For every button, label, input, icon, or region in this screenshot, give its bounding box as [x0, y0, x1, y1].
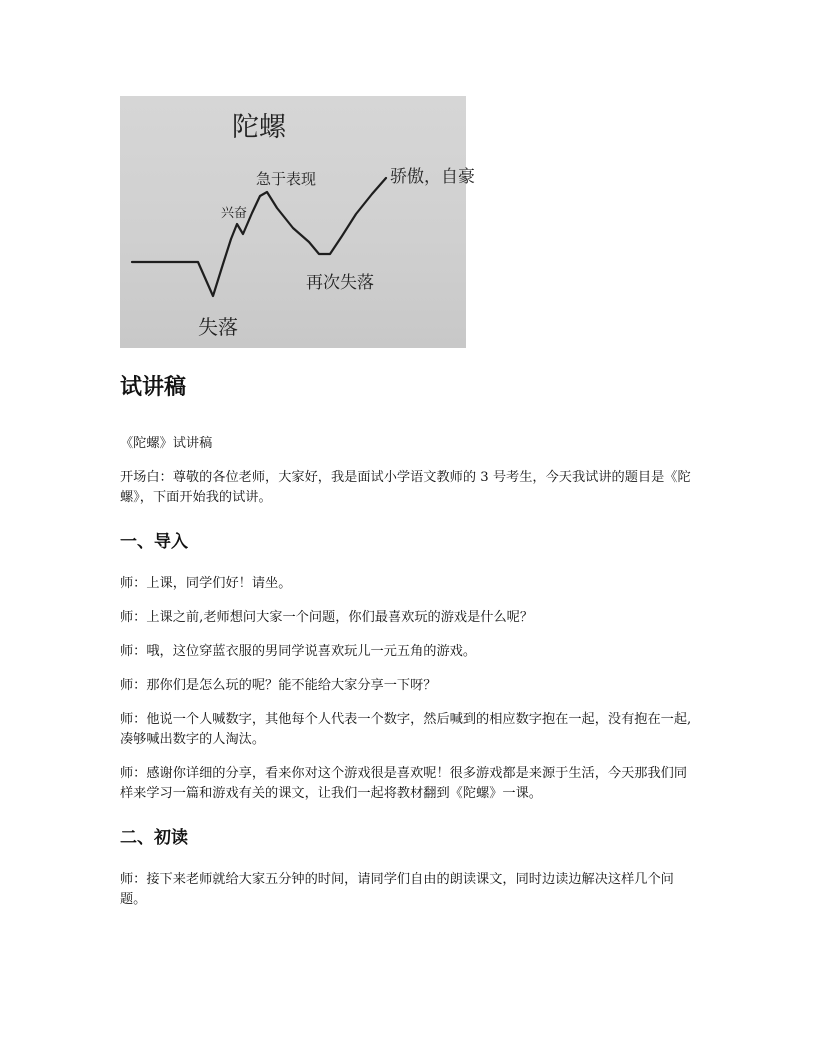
- paragraph: 师：他说一个人喊数字，其他每个人代表一个数字，然后喊到的相应数字抱在一起，没有抱在一起,凑够喊出数字的人淘汰。: [120, 712, 692, 747]
- document-body: [120, 372, 700, 924]
- label-eager: 兴奋: [221, 206, 248, 221]
- label-lost-again: 再次失落: [306, 273, 374, 293]
- paragraph: 师：感谢你详细的分享，看来你对这个游戏很是喜欢呢！很多游戏都是来源于生活，今天那我们同样来学习一篇和游戏有关的课文，让我们一起将教材翻到《陀螺》一课。: [120, 766, 688, 801]
- paragraph: 师：上课，同学们好！请坐。: [120, 576, 292, 591]
- paragraph: 师：那你们是怎么玩的呢？能不能给大家分享一下呀？: [120, 678, 437, 693]
- handwritten-emotion-chart-photo: [120, 96, 475, 348]
- document-heading: 试讲稿: [120, 375, 187, 400]
- opening-paragraph: 开场白：尊敬的各位老师，大家好，我是面试小学语文教师的 3 号考生，今天我试讲的题目是《陀螺》，下面开始我的试讲。: [120, 470, 691, 505]
- paragraph: 师：接下来老师就给大家五分钟的时间，请同学们自由的朗读课文，同时边读边解决这样几个问题。: [120, 872, 674, 907]
- label-proud: 骄傲，自豪: [390, 167, 475, 187]
- paragraph: 师：哦，这位穿蓝衣服的男同学说喜欢玩儿一元五角的游戏。: [120, 644, 477, 659]
- emotion-curve-diagram: [120, 96, 475, 348]
- label-lost: 失落: [198, 315, 238, 339]
- section-title: 二、初读: [120, 828, 188, 848]
- label-eager-to-show: 急于表现: [256, 170, 317, 188]
- section-title: 一、导入: [120, 532, 188, 552]
- figure-title: 陀螺: [232, 112, 286, 143]
- document-subtitle: 《陀螺》试讲稿: [120, 436, 213, 451]
- paragraph: 师：上课之前,老师想问大家一个问题，你们最喜欢玩的游戏是什么呢？: [120, 610, 534, 625]
